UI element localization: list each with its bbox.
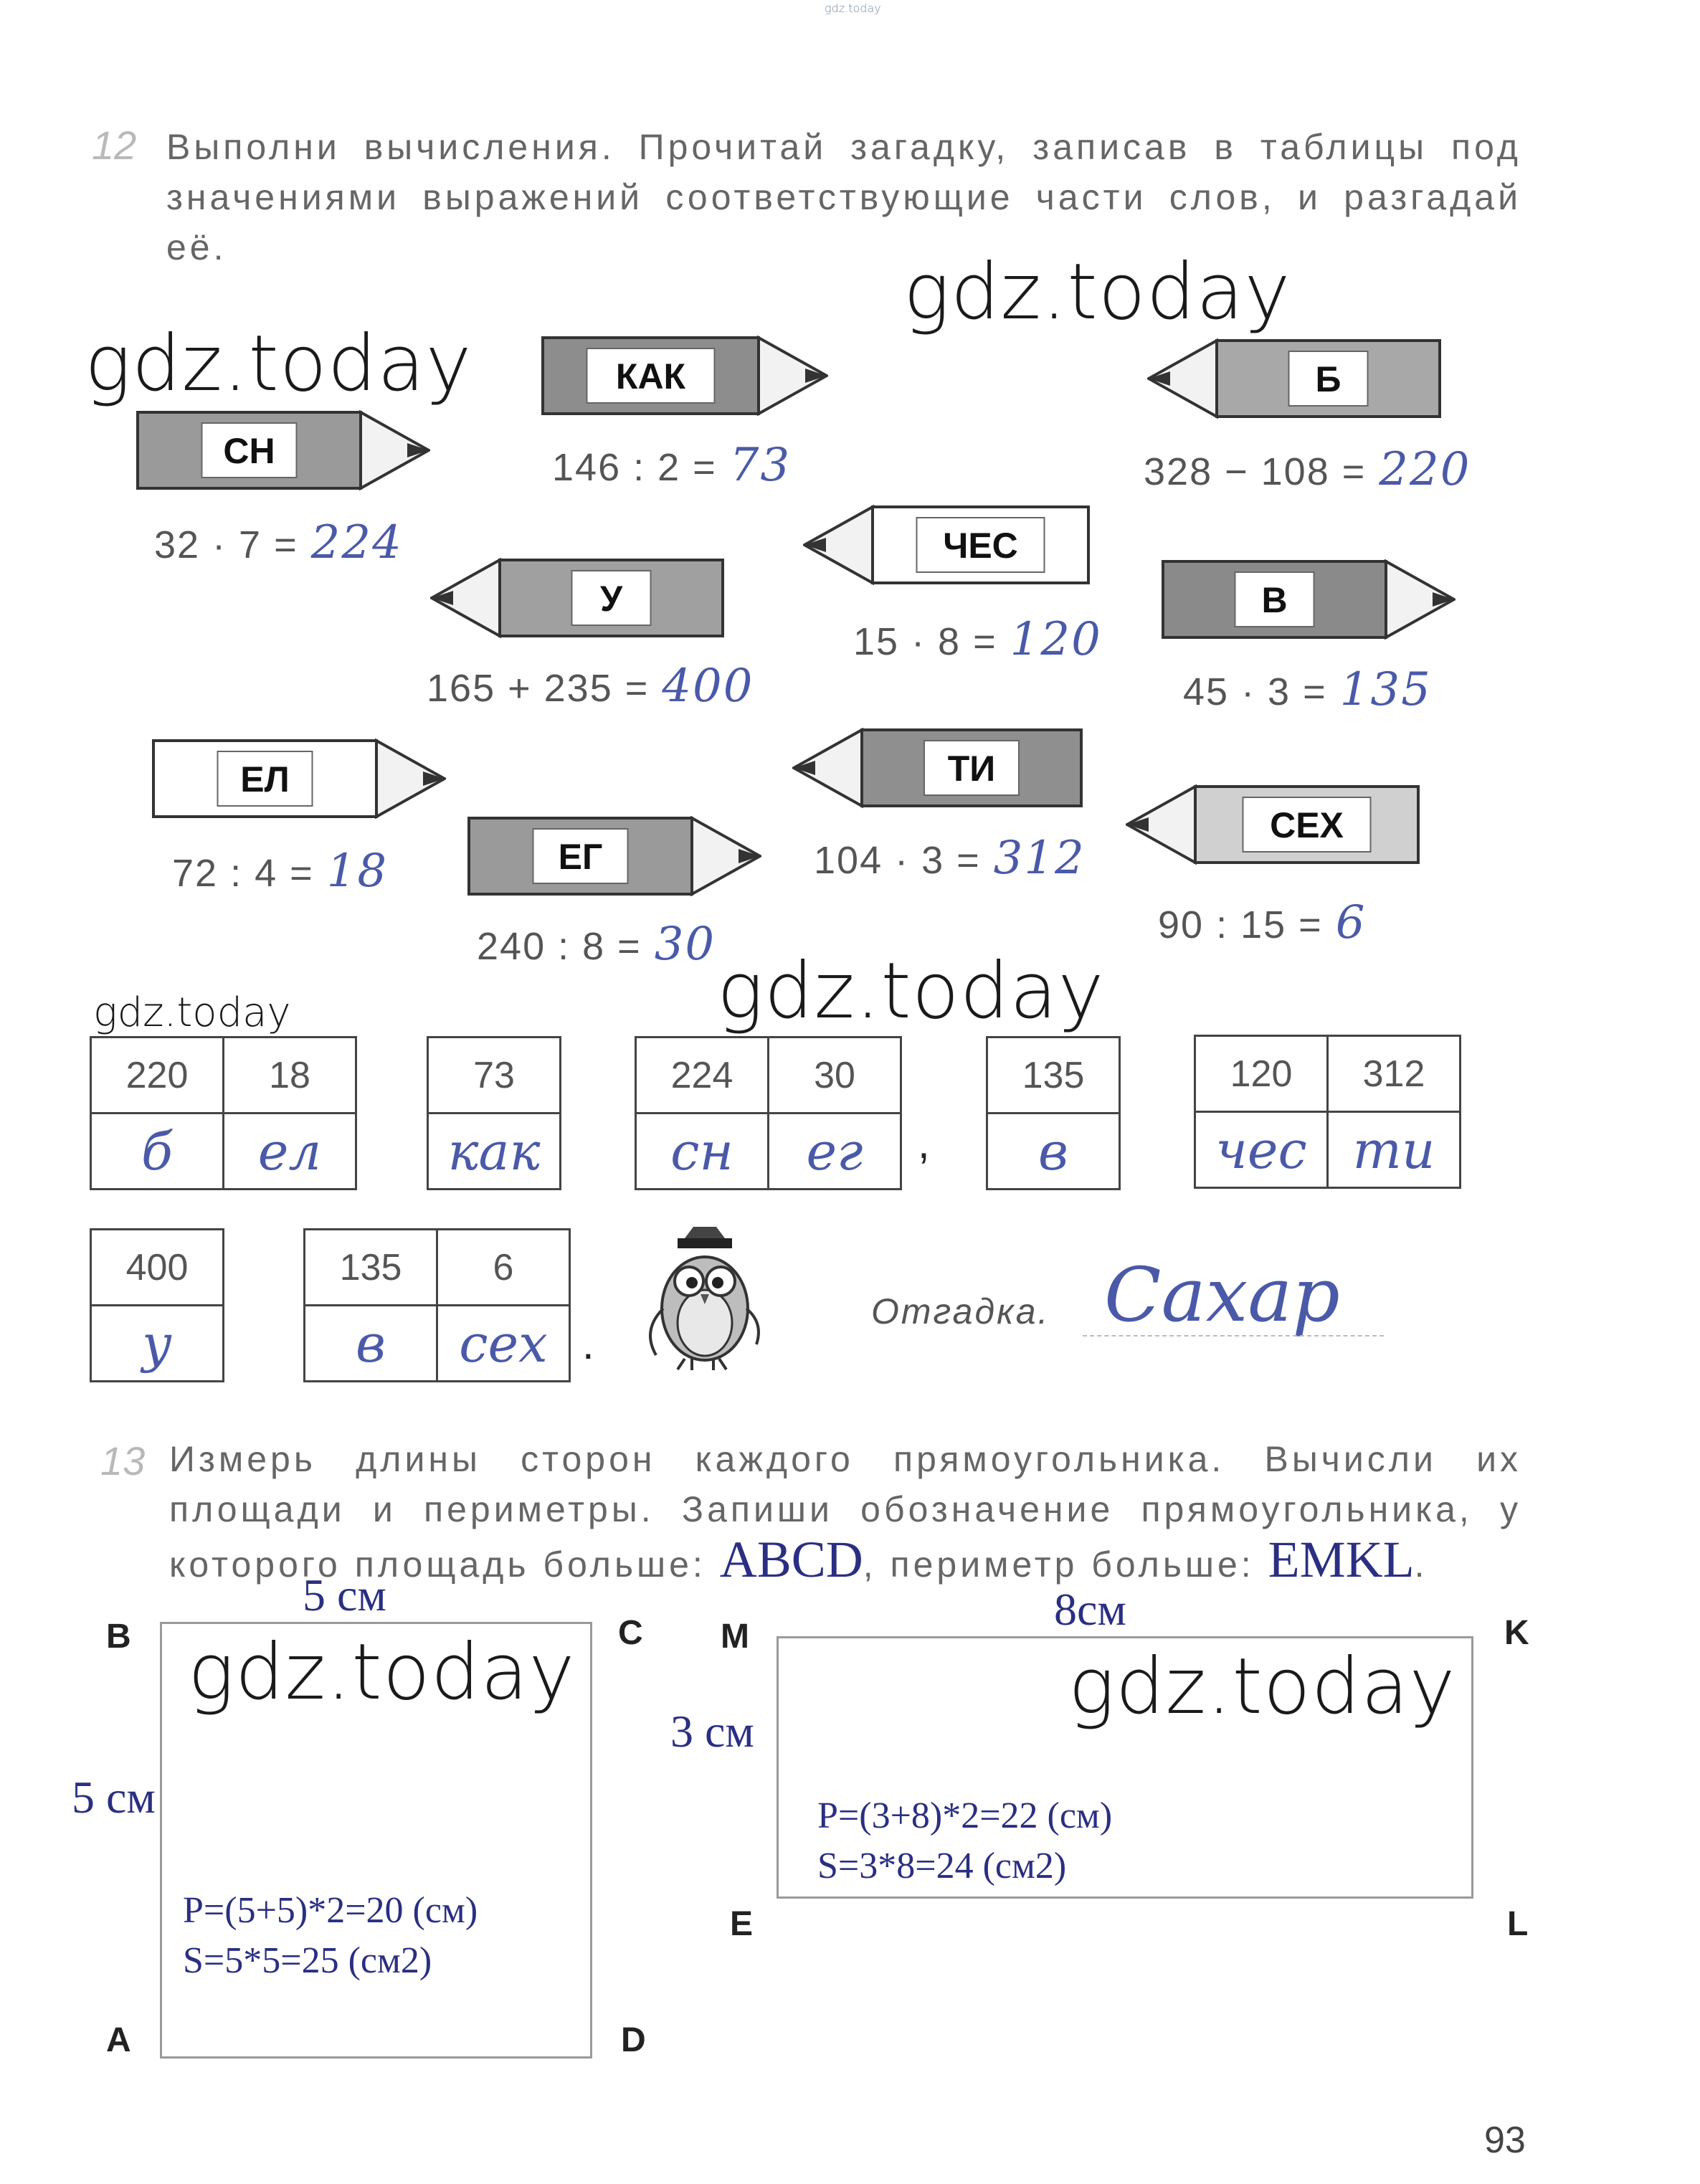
expression-answer: 73: [729, 439, 792, 492]
comma: ,: [918, 1119, 930, 1167]
pencil: [467, 816, 761, 896]
table-word: чес: [1195, 1112, 1328, 1188]
expression-answer: 30: [654, 918, 716, 971]
table-value: 224: [636, 1038, 769, 1114]
perimeter-formula: P=(5+5)*2=20 (см): [183, 1890, 478, 1931]
watermark: gdz.today: [188, 1628, 576, 1717]
area-formula: S=5*5=25 (см2): [183, 1940, 432, 1981]
pencil: [792, 728, 1083, 808]
side-length: 3 см: [670, 1706, 754, 1757]
expression-answer: 18: [326, 845, 389, 898]
table-word: ти: [1328, 1112, 1461, 1188]
table-word: как: [428, 1114, 561, 1190]
table-value: 30: [769, 1038, 901, 1114]
corner-label: B: [106, 1618, 131, 1656]
corner-label: C: [618, 1614, 643, 1652]
expression-answer: 120: [1010, 613, 1102, 666]
table-word: сн: [636, 1114, 769, 1190]
expression: [154, 516, 403, 569]
pencil: [430, 558, 724, 638]
period: .: [582, 1320, 594, 1368]
expression-answer: 312: [993, 832, 1086, 885]
table-value: 220: [91, 1038, 224, 1114]
answer-table: [986, 1036, 1121, 1190]
watermark: gdz.today: [1068, 1642, 1456, 1732]
expression-text: 90 : 15 =: [1158, 903, 1323, 946]
pencil-label: КАК: [615, 356, 686, 397]
pencil-label: У: [599, 579, 623, 619]
expression-text: 328 − 108 =: [1144, 450, 1367, 493]
table-value: 400: [91, 1230, 224, 1306]
pencil-label: Б: [1315, 359, 1342, 399]
table-value: 18: [224, 1038, 356, 1114]
pencil: [1147, 338, 1441, 419]
expression-text: 240 : 8 =: [477, 925, 642, 968]
riddle-answer: Сахар: [1104, 1251, 1340, 1339]
expression: [1144, 443, 1471, 496]
expression: [477, 918, 716, 971]
watermark-top: gdz.today: [825, 1, 881, 15]
pencil: [1126, 784, 1420, 865]
pencil-label: СН: [223, 431, 275, 471]
pencil-label: СЕХ: [1270, 805, 1344, 845]
expression-answer: 135: [1339, 663, 1432, 716]
corner-label: K: [1504, 1614, 1529, 1652]
expression: [1158, 896, 1366, 949]
task-text: Измерь длины сторон каждого прямоугольника. Вычисли их площади и периметры. Запиши обозначение прямоугольника, у которого площадь больше: ABCD, периметр больше: EMKL.: [169, 1439, 1521, 1588]
table-word: у: [91, 1306, 224, 1382]
pencil-label: ЧЕС: [943, 526, 1018, 566]
expression: [814, 832, 1086, 885]
table-word: в: [987, 1114, 1120, 1190]
pencil-label: ЕГ: [558, 837, 603, 877]
expression-text: 72 : 4 =: [172, 852, 314, 895]
area-formula: S=3*8=24 (см2): [817, 1846, 1067, 1886]
pencil: [152, 739, 446, 819]
table-word: б: [91, 1114, 224, 1190]
rectangle-abcd: [160, 1622, 592, 2059]
corner-label: M: [721, 1618, 749, 1656]
expression-answer: 224: [310, 516, 403, 569]
answer-table: [635, 1036, 902, 1190]
watermark: gdz.today: [903, 247, 1291, 337]
task-text: Выполни вычисления. Прочитай загадку, записав в таблицы под значениями выражений соответствующие части слов, и разгадай её.: [166, 127, 1521, 267]
expression: [552, 439, 791, 492]
expression: [1183, 663, 1432, 716]
side-length: 5 см: [303, 1570, 386, 1620]
expression-text: 32 · 7 =: [154, 523, 298, 566]
answer-label: Отгадка.: [871, 1291, 1050, 1331]
answer-table: [1194, 1035, 1461, 1189]
answer-table: [427, 1036, 561, 1190]
side-length: 5 см: [72, 1772, 156, 1823]
corner-label: L: [1507, 1905, 1529, 1943]
expression-answer: 220: [1379, 443, 1471, 496]
expression: [172, 845, 388, 898]
answer-table: [303, 1228, 571, 1382]
side-length: 8см: [1054, 1584, 1126, 1635]
pencil: [1162, 559, 1456, 640]
table-value: 135: [305, 1230, 437, 1306]
answer-table: [90, 1036, 357, 1190]
watermark: gdz.today: [717, 946, 1105, 1036]
table-word: в: [305, 1306, 437, 1382]
table-word: сех: [437, 1306, 570, 1382]
page-number: 93: [1484, 2119, 1526, 2161]
corner-label: E: [730, 1905, 754, 1943]
expression-answer: 6: [1335, 896, 1367, 949]
pencil-label: ТИ: [947, 749, 996, 789]
answer-line: [1083, 1335, 1384, 1336]
table-word: ел: [224, 1114, 356, 1190]
watermark: gdz.today: [85, 319, 473, 409]
expression: [427, 660, 754, 713]
pencil-label: ЕЛ: [240, 759, 290, 799]
owl-illustration: [642, 1222, 767, 1373]
answer-table: [90, 1228, 224, 1382]
perimeter-formula: P=(3+8)*2=22 (см): [817, 1795, 1113, 1836]
area-answer: ABCD: [719, 1531, 863, 1588]
table-value: 6: [437, 1230, 570, 1306]
corner-label: D: [621, 2021, 646, 2059]
perimeter-answer: EMKL: [1268, 1531, 1415, 1588]
table-value: 135: [987, 1038, 1120, 1114]
expression-answer: 400: [662, 660, 754, 713]
pencil-label: В: [1261, 580, 1288, 620]
table-value: 312: [1328, 1036, 1461, 1112]
expression-text: 45 · 3 =: [1183, 670, 1327, 713]
corner-label: A: [106, 2021, 131, 2059]
table-word: ег: [769, 1114, 901, 1190]
expression-text: 146 : 2 =: [552, 446, 717, 489]
pencil: [803, 505, 1090, 585]
pencil: [136, 410, 430, 490]
expression-text: 165 + 235 =: [427, 667, 650, 710]
watermark: gdz.today: [93, 989, 291, 1036]
task-number: 13: [100, 1438, 146, 1483]
table-value: 120: [1195, 1036, 1328, 1112]
table-value: 73: [428, 1038, 561, 1114]
expression-text: 104 · 3 =: [814, 839, 981, 882]
expression: [853, 613, 1102, 666]
expression-text: 15 · 8 =: [853, 620, 997, 663]
task-number: 12: [92, 123, 137, 168]
pencil: [541, 336, 828, 416]
